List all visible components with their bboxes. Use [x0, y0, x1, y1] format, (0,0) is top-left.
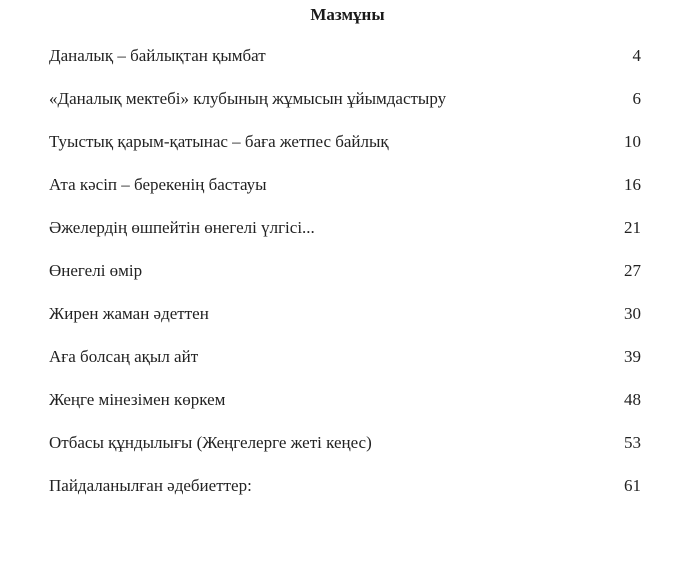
- toc-entry-page-number: 16: [624, 175, 641, 194]
- toc-entry: [49, 217, 641, 260]
- toc-entry-title: Аға болсаң ақыл айт: [49, 347, 199, 366]
- toc-entry-page-number: 4: [632, 46, 641, 65]
- toc-entry-title: Әжелердің өшпейтін өнегелі үлгісі...: [49, 218, 315, 237]
- toc-entry: [49, 131, 641, 174]
- toc-entry-page-number: 53: [624, 433, 641, 452]
- toc-entry-page-number: 48: [624, 390, 641, 409]
- toc-entry-title: Туыстық қарым-қатынас – баға жетпес байлық: [49, 132, 389, 151]
- toc-entry: [49, 389, 641, 432]
- toc-entry-title: «Даналық мектебі» клубының жұмысын ұйымдастыру: [49, 89, 447, 108]
- toc-entry-page-number: 39: [624, 347, 641, 366]
- toc-entry: [49, 303, 641, 346]
- toc-entry: [49, 88, 641, 131]
- page-title: Мазмұны: [310, 5, 385, 24]
- toc-entry: [49, 174, 641, 217]
- toc-entry: [49, 346, 641, 389]
- toc-entry-title: Пайдаланылған әдебиеттер:: [49, 476, 252, 495]
- toc-entry-page-number: 30: [624, 304, 641, 323]
- toc-entry-page-number: 27: [624, 261, 641, 280]
- toc-entry: [49, 260, 641, 303]
- table-of-contents: [49, 45, 641, 518]
- toc-entry: [49, 432, 641, 475]
- toc-entry-title: Даналық – байлықтан қымбат: [49, 46, 266, 65]
- toc-entry-page-number: 61: [624, 476, 641, 495]
- toc-entry-title: Жеңге мінезімен көркем: [49, 390, 226, 409]
- toc-entry-title: Жирен жаман әдеттен: [49, 304, 209, 323]
- toc-entry-title: Отбасы құндылығы (Жеңгелерге жеті кеңес): [49, 433, 372, 452]
- toc-entry-page-number: 10: [624, 132, 641, 151]
- toc-entry-title: Ата кәсіп – берекенің бастауы: [49, 175, 267, 194]
- toc-entry-page-number: 6: [632, 89, 641, 108]
- toc-entry: [49, 475, 641, 518]
- toc-entry: [49, 45, 641, 88]
- toc-entry-page-number: 21: [624, 218, 641, 237]
- toc-entry-title: Өнегелі өмір: [49, 261, 143, 280]
